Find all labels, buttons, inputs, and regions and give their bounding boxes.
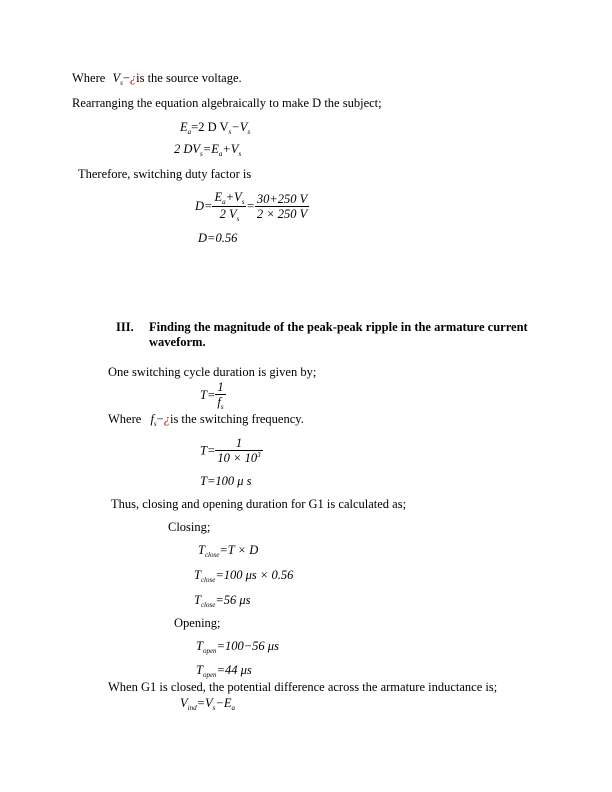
equation-ea: $E_a=2$ D $V_s-V_s$ xyxy=(180,120,251,136)
rearranging-paragraph: Rearranging the equation algebraically to make D the subject; xyxy=(72,96,382,110)
source-voltage-line: Where $V_s-¿is$ the source voltage. xyxy=(72,71,242,87)
section-title-line2: waveform. xyxy=(149,335,206,349)
equation-tclose-calc: $T_{close}=100$ μs × 0.56 xyxy=(194,568,294,584)
section-title-line1: Finding the magnitude of the peak-peak ripple in the armature current xyxy=(149,320,528,334)
equation-topen-result: $T_{open}=44$ μs xyxy=(196,663,252,679)
cycle-duration-paragraph: One switching cycle duration is given by; xyxy=(108,365,317,379)
section-numeral: III. xyxy=(116,320,134,334)
switching-frequency-line: Where $f_s-¿is$ the switching frequency. xyxy=(108,412,304,428)
equation-t-over-fs: T= $\frac{1}{f_s}$ xyxy=(200,380,224,412)
closing-opening-paragraph: Thus, closing and opening duration for G1 is calculated as; xyxy=(111,497,407,511)
equation-tclose-formula: $T_{close}=T \times D$ xyxy=(198,543,259,559)
vs-var: V xyxy=(112,71,121,85)
equation-d-value: D=0.56 xyxy=(198,231,238,245)
armature-inductance-paragraph: When G1 is closed, the potential difference across the armature inductance is; xyxy=(108,680,498,694)
equation-duty-factor: D= $\frac{E_a+V_s}{2 V_s}$ = $\frac{30+250 V}{2 \times 250 V}$ xyxy=(195,190,308,224)
equation-t-value: T= $\frac{1}{10 \times 10^3}$ xyxy=(200,436,261,466)
equation-topen-calc: $T_{open}=100-56$ μs xyxy=(196,639,279,655)
closing-label: Closing; xyxy=(168,520,211,534)
opening-label: Opening; xyxy=(174,616,221,630)
equation-2dvs: 2 $DV_s=E_a+V_s$ xyxy=(174,142,242,158)
therefore-paragraph: Therefore, switching duty factor is xyxy=(78,167,252,181)
equation-tclose-result: $T_{close}=56$ μs xyxy=(194,593,251,609)
equation-vind: $V_{ind}=V_s-E_a$ xyxy=(180,696,235,712)
equation-t-100us: T=100 μ s xyxy=(200,474,252,488)
